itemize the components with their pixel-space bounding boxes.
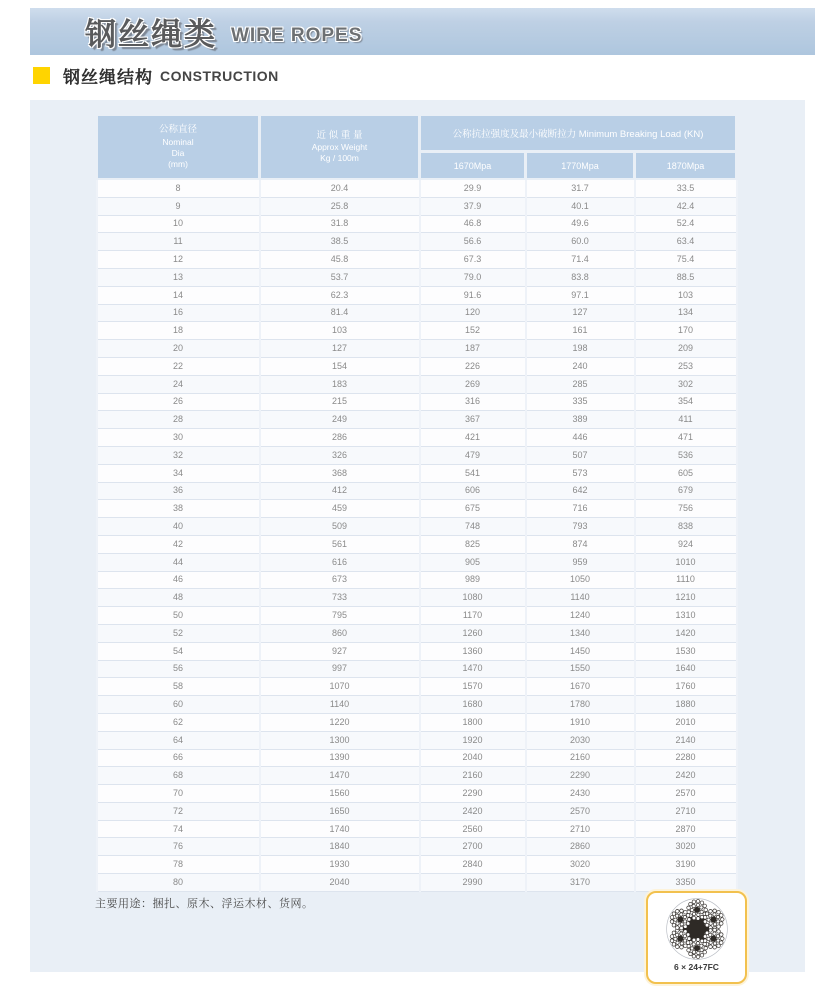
table-cell: 249	[260, 411, 420, 429]
table-cell: 68	[97, 767, 260, 785]
table-cell: 240	[526, 357, 635, 375]
page-title-banner	[30, 8, 815, 55]
table-cell: 72	[97, 802, 260, 820]
table-cell: 22	[97, 357, 260, 375]
table-cell: 1360	[420, 642, 526, 660]
table-row	[97, 660, 737, 678]
table-row	[97, 429, 737, 447]
table-cell: 152	[420, 322, 526, 340]
table-cell: 83.8	[526, 268, 635, 286]
table-cell: 860	[260, 624, 420, 642]
table-cell: 2840	[420, 856, 526, 874]
table-row	[97, 446, 737, 464]
table-cell: 253	[635, 357, 737, 375]
table-cell: 2160	[526, 749, 635, 767]
table-cell: 561	[260, 535, 420, 553]
usage-note: 主要用途：捆扎、原木、浮运木材、货网。	[95, 898, 314, 910]
table-cell: 716	[526, 500, 635, 518]
table-cell: 1570	[420, 678, 526, 696]
table-cell: 1800	[420, 713, 526, 731]
table-cell: 605	[635, 464, 737, 482]
table-cell: 793	[526, 518, 635, 536]
table-cell: 25.8	[260, 197, 420, 215]
table-cell: 2570	[635, 785, 737, 803]
table-row	[97, 607, 737, 625]
table-cell: 2700	[420, 838, 526, 856]
table-cell: 24	[97, 375, 260, 393]
page-title-en: WIRE ROPES	[231, 24, 363, 46]
section-title-en: CONSTRUCTION	[160, 67, 279, 84]
table-row	[97, 785, 737, 803]
table-cell: 2160	[420, 767, 526, 785]
table-cell: 1140	[526, 589, 635, 607]
table-cell: 42	[97, 535, 260, 553]
table-cell: 1210	[635, 589, 737, 607]
column-header-breaking-load: 公称抗拉强度及最小破断拉力 Minimum Breaking Load (KN)	[420, 115, 737, 152]
table-cell: 1240	[526, 607, 635, 625]
table-cell: 2280	[635, 749, 737, 767]
table-cell: 13	[97, 268, 260, 286]
table-row	[97, 642, 737, 660]
table-cell: 10	[97, 215, 260, 233]
table-cell: 286	[260, 429, 420, 447]
table-cell: 103	[635, 286, 737, 304]
table-cell: 78	[97, 856, 260, 874]
table-cell: 756	[635, 500, 737, 518]
table-cell: 675	[420, 500, 526, 518]
table-row	[97, 340, 737, 358]
table-cell: 154	[260, 357, 420, 375]
table-cell: 42.4	[635, 197, 737, 215]
table-cell: 1930	[260, 856, 420, 874]
table-cell: 2140	[635, 731, 737, 749]
table-cell: 1220	[260, 713, 420, 731]
table-cell: 1110	[635, 571, 737, 589]
table-cell: 29.9	[420, 179, 526, 197]
table-row	[97, 464, 737, 482]
table-cell: 1470	[420, 660, 526, 678]
table-cell: 9	[97, 197, 260, 215]
table-cell: 2010	[635, 713, 737, 731]
table-cell: 80	[97, 874, 260, 892]
table-cell: 997	[260, 660, 420, 678]
table-cell: 2560	[420, 820, 526, 838]
table-cell: 2290	[526, 767, 635, 785]
table-cell: 2570	[526, 802, 635, 820]
table-cell: 673	[260, 571, 420, 589]
table-row	[97, 393, 737, 411]
table-cell: 31.8	[260, 215, 420, 233]
table-cell: 748	[420, 518, 526, 536]
table-cell: 127	[260, 340, 420, 358]
table-cell: 52	[97, 624, 260, 642]
table-cell: 3020	[526, 856, 635, 874]
table-cell: 74	[97, 820, 260, 838]
table-cell: 88.5	[635, 268, 737, 286]
table-row	[97, 731, 737, 749]
table-cell: 1840	[260, 838, 420, 856]
table-cell: 874	[526, 535, 635, 553]
table-cell: 1080	[420, 589, 526, 607]
table-cell: 48	[97, 589, 260, 607]
table-cell: 3170	[526, 874, 635, 892]
table-cell: 2860	[526, 838, 635, 856]
table-cell: 1650	[260, 802, 420, 820]
table-cell: 32	[97, 446, 260, 464]
table-cell: 536	[635, 446, 737, 464]
table-cell: 1300	[260, 731, 420, 749]
table-cell: 81.4	[260, 304, 420, 322]
column-header-grade-1670: 1670Mpa	[420, 152, 526, 180]
table-cell: 2420	[635, 767, 737, 785]
table-cell: 838	[635, 518, 737, 536]
table-cell: 302	[635, 375, 737, 393]
table-cell: 38	[97, 500, 260, 518]
table-cell: 134	[635, 304, 737, 322]
table-row	[97, 678, 737, 696]
table-row	[97, 197, 737, 215]
table-cell: 1920	[420, 731, 526, 749]
table-cell: 2990	[420, 874, 526, 892]
table-cell: 62.3	[260, 286, 420, 304]
table-cell: 209	[635, 340, 737, 358]
table-row	[97, 500, 737, 518]
table-cell: 459	[260, 500, 420, 518]
table-cell: 1140	[260, 696, 420, 714]
section-heading	[33, 63, 279, 88]
table-cell: 479	[420, 446, 526, 464]
table-cell: 285	[526, 375, 635, 393]
section-title: 钢丝绳结构	[63, 68, 153, 87]
table-cell: 1680	[420, 696, 526, 714]
table-cell: 1780	[526, 696, 635, 714]
table-cell: 367	[420, 411, 526, 429]
table-cell: 64	[97, 731, 260, 749]
table-cell: 2030	[526, 731, 635, 749]
table-cell: 412	[260, 482, 420, 500]
table-row	[97, 482, 737, 500]
table-cell: 46.8	[420, 215, 526, 233]
table-cell: 446	[526, 429, 635, 447]
table-cell: 46	[97, 571, 260, 589]
table-row	[97, 286, 737, 304]
table-cell: 421	[420, 429, 526, 447]
table-cell: 1550	[526, 660, 635, 678]
table-cell: 103	[260, 322, 420, 340]
table-cell: 2290	[420, 785, 526, 803]
rope-construction-label: 6 × 24+7FC	[674, 962, 719, 972]
table-cell: 66	[97, 749, 260, 767]
content-panel	[30, 100, 805, 972]
table-row	[97, 535, 737, 553]
table-cell: 58	[97, 678, 260, 696]
table-cell: 50	[97, 607, 260, 625]
table-cell: 226	[420, 357, 526, 375]
table-row	[97, 233, 737, 251]
table-cell: 34	[97, 464, 260, 482]
table-row	[97, 251, 737, 269]
table-cell: 1530	[635, 642, 737, 660]
table-cell: 67.3	[420, 251, 526, 269]
table-cell: 2710	[635, 802, 737, 820]
table-cell: 1670	[526, 678, 635, 696]
table-row	[97, 518, 737, 536]
table-row	[97, 874, 737, 892]
table-row	[97, 571, 737, 589]
table-cell: 1640	[635, 660, 737, 678]
table-cell: 62	[97, 713, 260, 731]
table-cell: 471	[635, 429, 737, 447]
page-title: 钢丝绳类	[85, 17, 217, 52]
table-cell: 60.0	[526, 233, 635, 251]
table-cell: 183	[260, 375, 420, 393]
table-cell: 1340	[526, 624, 635, 642]
table-cell: 606	[420, 482, 526, 500]
table-cell: 30	[97, 429, 260, 447]
table-cell: 1050	[526, 571, 635, 589]
table-cell: 3190	[635, 856, 737, 874]
yellow-square-bullet-icon	[33, 67, 50, 84]
table-row	[97, 713, 737, 731]
table-row	[97, 802, 737, 820]
table-cell: 924	[635, 535, 737, 553]
table-cell: 541	[420, 464, 526, 482]
table-row	[97, 589, 737, 607]
table-cell: 91.6	[420, 286, 526, 304]
table-cell: 2710	[526, 820, 635, 838]
table-cell: 170	[635, 322, 737, 340]
table-cell: 63.4	[635, 233, 737, 251]
table-cell: 56.6	[420, 233, 526, 251]
rope-cross-section-box	[646, 891, 747, 984]
table-cell: 326	[260, 446, 420, 464]
table-cell: 354	[635, 393, 737, 411]
column-header-weight: 近 似 重 量 Approx Weight Kg / 100m	[260, 115, 420, 180]
table-cell: 20	[97, 340, 260, 358]
table-cell: 36	[97, 482, 260, 500]
table-row	[97, 838, 737, 856]
table-cell: 927	[260, 642, 420, 660]
table-cell: 573	[526, 464, 635, 482]
table-cell: 53.7	[260, 268, 420, 286]
table-cell: 2040	[420, 749, 526, 767]
table-cell: 335	[526, 393, 635, 411]
table-cell: 97.1	[526, 286, 635, 304]
column-header-grade-1770: 1770Mpa	[526, 152, 635, 180]
table-cell: 40	[97, 518, 260, 536]
table-row	[97, 749, 737, 767]
table-cell: 28	[97, 411, 260, 429]
table-cell: 49.6	[526, 215, 635, 233]
table-cell: 825	[420, 535, 526, 553]
table-row	[97, 856, 737, 874]
table-cell: 2040	[260, 874, 420, 892]
table-cell: 2870	[635, 820, 737, 838]
table-cell: 1310	[635, 607, 737, 625]
table-cell: 2420	[420, 802, 526, 820]
table-row	[97, 553, 737, 571]
table-cell: 60	[97, 696, 260, 714]
table-cell: 616	[260, 553, 420, 571]
table-cell: 33.5	[635, 179, 737, 197]
table-header	[97, 115, 737, 180]
table-cell: 71.4	[526, 251, 635, 269]
table-cell: 509	[260, 518, 420, 536]
table-cell: 161	[526, 322, 635, 340]
table-cell: 959	[526, 553, 635, 571]
table-row	[97, 304, 737, 322]
table-cell: 269	[420, 375, 526, 393]
table-body	[97, 179, 737, 891]
table-cell: 989	[420, 571, 526, 589]
column-header-diameter: 公称直径 Nominal Dia (mm)	[97, 115, 260, 180]
table-cell: 679	[635, 482, 737, 500]
table-cell: 16	[97, 304, 260, 322]
table-row	[97, 375, 737, 393]
table-cell: 76	[97, 838, 260, 856]
table-cell: 12	[97, 251, 260, 269]
table-cell: 3020	[635, 838, 737, 856]
table-cell: 31.7	[526, 179, 635, 197]
table-cell: 389	[526, 411, 635, 429]
table-cell: 75.4	[635, 251, 737, 269]
table-cell: 11	[97, 233, 260, 251]
table-cell: 1910	[526, 713, 635, 731]
table-row	[97, 268, 737, 286]
table-cell: 1740	[260, 820, 420, 838]
wire-rope-spec-table	[95, 113, 738, 892]
table-cell: 26	[97, 393, 260, 411]
table-cell: 1390	[260, 749, 420, 767]
table-cell: 1760	[635, 678, 737, 696]
table-cell: 1560	[260, 785, 420, 803]
table-cell: 411	[635, 411, 737, 429]
table-cell: 368	[260, 464, 420, 482]
table-cell: 316	[420, 393, 526, 411]
table-cell: 44	[97, 553, 260, 571]
table-cell: 79.0	[420, 268, 526, 286]
table-cell: 52.4	[635, 215, 737, 233]
table-cell: 733	[260, 589, 420, 607]
table-cell: 120	[420, 304, 526, 322]
table-cell: 37.9	[420, 197, 526, 215]
table-cell: 1260	[420, 624, 526, 642]
table-cell: 1470	[260, 767, 420, 785]
table-row	[97, 820, 737, 838]
table-cell: 18	[97, 322, 260, 340]
table-cell: 1170	[420, 607, 526, 625]
table-row	[97, 624, 737, 642]
table-cell: 8	[97, 179, 260, 197]
table-cell: 45.8	[260, 251, 420, 269]
table-cell: 38.5	[260, 233, 420, 251]
table-cell: 187	[420, 340, 526, 358]
table-row	[97, 322, 737, 340]
table-cell: 1880	[635, 696, 737, 714]
table-cell: 40.1	[526, 197, 635, 215]
table-cell: 642	[526, 482, 635, 500]
table-cell: 3350	[635, 874, 737, 892]
table-row	[97, 696, 737, 714]
column-header-grade-1870: 1870Mpa	[635, 152, 737, 180]
table-cell: 1420	[635, 624, 737, 642]
table-cell: 20.4	[260, 179, 420, 197]
table-cell: 198	[526, 340, 635, 358]
table-cell: 14	[97, 286, 260, 304]
table-cell: 1010	[635, 553, 737, 571]
table-cell: 215	[260, 393, 420, 411]
table-row	[97, 179, 737, 197]
rope-cross-section-diagram	[664, 896, 730, 962]
table-cell: 1070	[260, 678, 420, 696]
table-cell: 905	[420, 553, 526, 571]
table-row	[97, 215, 737, 233]
table-cell: 56	[97, 660, 260, 678]
table-cell: 795	[260, 607, 420, 625]
table-cell: 507	[526, 446, 635, 464]
table-row	[97, 411, 737, 429]
table-cell: 2430	[526, 785, 635, 803]
table-cell: 54	[97, 642, 260, 660]
table-cell: 1450	[526, 642, 635, 660]
table-cell: 70	[97, 785, 260, 803]
table-row	[97, 357, 737, 375]
table-cell: 127	[526, 304, 635, 322]
table-row	[97, 767, 737, 785]
